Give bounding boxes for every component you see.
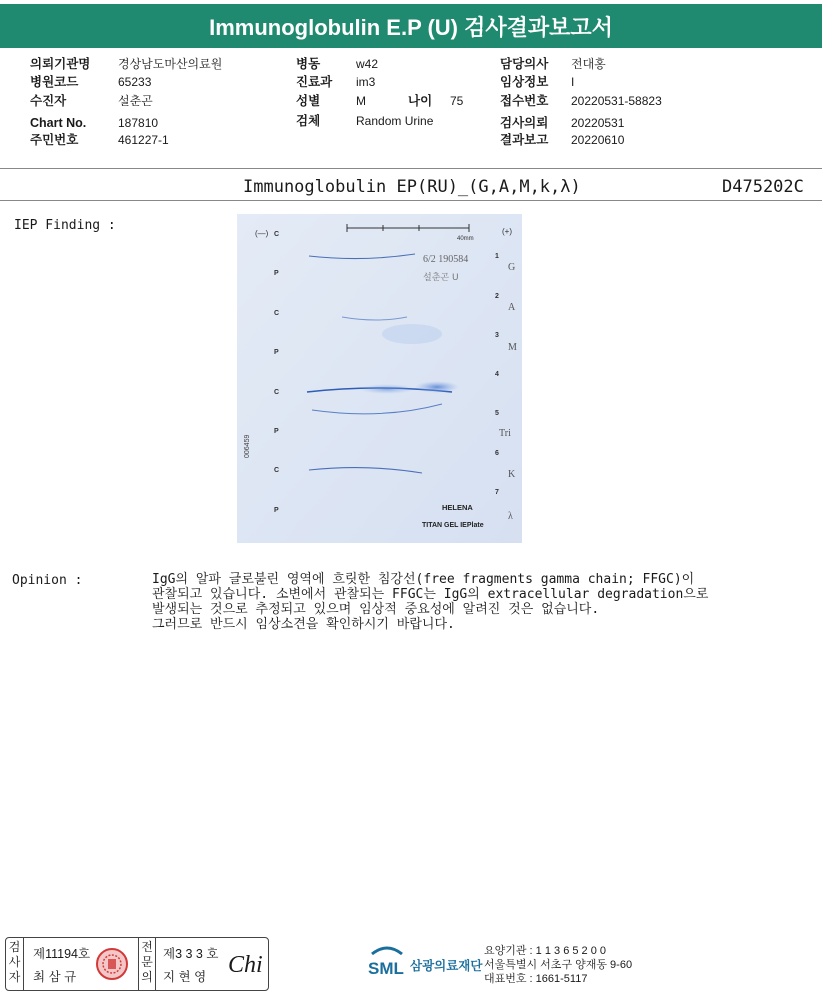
lane-antibody: A bbox=[508, 302, 516, 313]
opinion-text bbox=[152, 572, 792, 632]
info-accession-value: 20220531-58823 bbox=[571, 94, 662, 108]
opinion-line: IgG의 알파 글로불린 영역에 흐릿한 침강선(free fragments gamma chain; FFGC)이 bbox=[152, 572, 695, 587]
org-info-line: 요양기관 : 1 1 3 6 5 2 0 0 bbox=[484, 945, 607, 957]
lane-label: C bbox=[274, 231, 280, 238]
lane-number: 1 bbox=[495, 253, 499, 260]
examiner-label: 검 사 자 bbox=[6, 938, 24, 990]
lane-number: 4 bbox=[495, 371, 499, 378]
lane-label: C bbox=[274, 389, 280, 396]
diffuse-stain bbox=[382, 324, 442, 344]
sml-logo-text: SML bbox=[368, 959, 404, 978]
divider-bottom bbox=[0, 200, 822, 201]
band-blob bbox=[359, 384, 415, 394]
info-hospital-code: 병원코드 bbox=[30, 75, 79, 89]
info-specimen-value: Random Urine bbox=[356, 114, 434, 128]
lane-number: 5 bbox=[495, 410, 499, 417]
info-report: 결과보고 bbox=[500, 133, 549, 147]
divider-top bbox=[0, 168, 822, 169]
info-request-value: 20220531 bbox=[571, 116, 625, 130]
info-doctor-value: 전대홍 bbox=[571, 57, 606, 71]
info-chart: Chart No. bbox=[30, 116, 87, 130]
gel-sample-id: 6/2 190584 bbox=[423, 254, 469, 265]
info-age: 나이 bbox=[408, 94, 433, 108]
info-patient-value: 설춘곤 bbox=[118, 94, 153, 108]
lane-label: P bbox=[274, 349, 279, 356]
info-rrn-value: 461227-1 bbox=[118, 133, 169, 147]
specialist-label: 전 문 의 bbox=[138, 938, 156, 990]
band-blob bbox=[415, 381, 459, 393]
info-hospital: 의뢰기관명 bbox=[30, 57, 91, 71]
lane-label: P bbox=[274, 507, 279, 514]
info-clinical: 임상정보 bbox=[500, 75, 549, 89]
specialist-name: 지 현 영 bbox=[163, 970, 207, 984]
org-info bbox=[484, 944, 632, 986]
test-code: D475202C bbox=[722, 177, 804, 197]
report-title: Immunoglobulin E.P (U) 검사결과보고서 bbox=[0, 4, 822, 48]
lane-number: 6 bbox=[495, 450, 499, 457]
lane-number: 2 bbox=[495, 293, 499, 300]
gel-scale-label: 40mm bbox=[457, 236, 474, 242]
gel-minus-label: (—) bbox=[255, 229, 269, 238]
lane-label: P bbox=[274, 270, 279, 277]
iep-gel-image bbox=[237, 214, 522, 543]
opinion-line: 발생되는 것으로 추정되고 있으며 임상적 중요성에 알려진 것은 없습니다. bbox=[152, 602, 600, 617]
info-dept: 진료과 bbox=[296, 75, 333, 89]
lane-label: C bbox=[274, 467, 280, 474]
opinion-label: Opinion : bbox=[12, 573, 83, 588]
gel-plus-label: (+) bbox=[502, 227, 512, 236]
signature-box bbox=[5, 937, 269, 991]
info-clinical-value: I bbox=[571, 75, 575, 89]
info-ward-value: w42 bbox=[356, 57, 379, 71]
patient-info bbox=[0, 56, 822, 156]
signature: Chi bbox=[228, 952, 263, 978]
sml-logo-icon bbox=[366, 944, 408, 980]
info-ward: 병동 bbox=[296, 57, 321, 71]
info-specimen: 검체 bbox=[296, 114, 321, 128]
info-sex: 성별 bbox=[296, 94, 321, 108]
gel-side-code: 006459 bbox=[244, 434, 251, 458]
specialist-no: 제3 3 3 호 bbox=[163, 947, 219, 961]
org-info-line: 대표번호 : 1661-5117 bbox=[484, 973, 588, 985]
info-request: 검사의뢰 bbox=[500, 116, 549, 130]
gel-brand: HELENA bbox=[442, 503, 473, 512]
info-dept-value: im3 bbox=[356, 75, 376, 89]
info-sex-value: M bbox=[356, 94, 366, 108]
info-age-value: 75 bbox=[450, 94, 464, 108]
examiner-no: 제11194호 bbox=[33, 947, 91, 961]
lane-antibody: G bbox=[508, 262, 516, 273]
org-name: 삼광의료재단 bbox=[410, 959, 483, 973]
gel-product: TITAN GEL IEPlate bbox=[422, 522, 484, 529]
lane-label: P bbox=[274, 428, 279, 435]
seal-stamp-icon bbox=[94, 946, 130, 982]
info-rrn: 주민번호 bbox=[30, 133, 79, 147]
lane-label: C bbox=[274, 310, 280, 317]
info-chart-value: 187810 bbox=[118, 116, 159, 130]
info-report-value: 20220610 bbox=[571, 133, 625, 147]
info-hospital-value: 경상남도마산의료원 bbox=[118, 57, 223, 71]
examiner-name: 최 삼 규 bbox=[33, 970, 77, 984]
lane-antibody: λ bbox=[508, 511, 513, 522]
info-accession: 접수번호 bbox=[500, 94, 549, 108]
info-doctor: 담당의사 bbox=[500, 57, 549, 71]
info-patient: 수진자 bbox=[30, 94, 67, 108]
lane-antibody: M bbox=[508, 342, 517, 353]
opinion-line: 그러므로 반드시 임상소견을 확인하시기 바랍니다. bbox=[152, 617, 455, 632]
lane-antibody: Tri bbox=[499, 428, 511, 439]
org-info-line: 서울특별시 서초구 양재동 9-60 bbox=[484, 959, 633, 971]
lane-number: 3 bbox=[495, 332, 499, 339]
gel-sample-name: 설춘곤 U bbox=[423, 273, 459, 283]
test-name: Immunoglobulin EP(RU)_(G,A,M,k,λ) bbox=[243, 177, 581, 197]
info-hospital-code-value: 65233 bbox=[118, 75, 152, 89]
iep-finding-label: IEP Finding : bbox=[14, 218, 116, 233]
opinion-line: 관찰되고 있습니다. 소변에서 관찰되는 FFGC는 IgG의 extracellular degradation으로 bbox=[152, 587, 709, 602]
lane-antibody: K bbox=[508, 469, 516, 480]
lane-number: 7 bbox=[495, 489, 499, 496]
